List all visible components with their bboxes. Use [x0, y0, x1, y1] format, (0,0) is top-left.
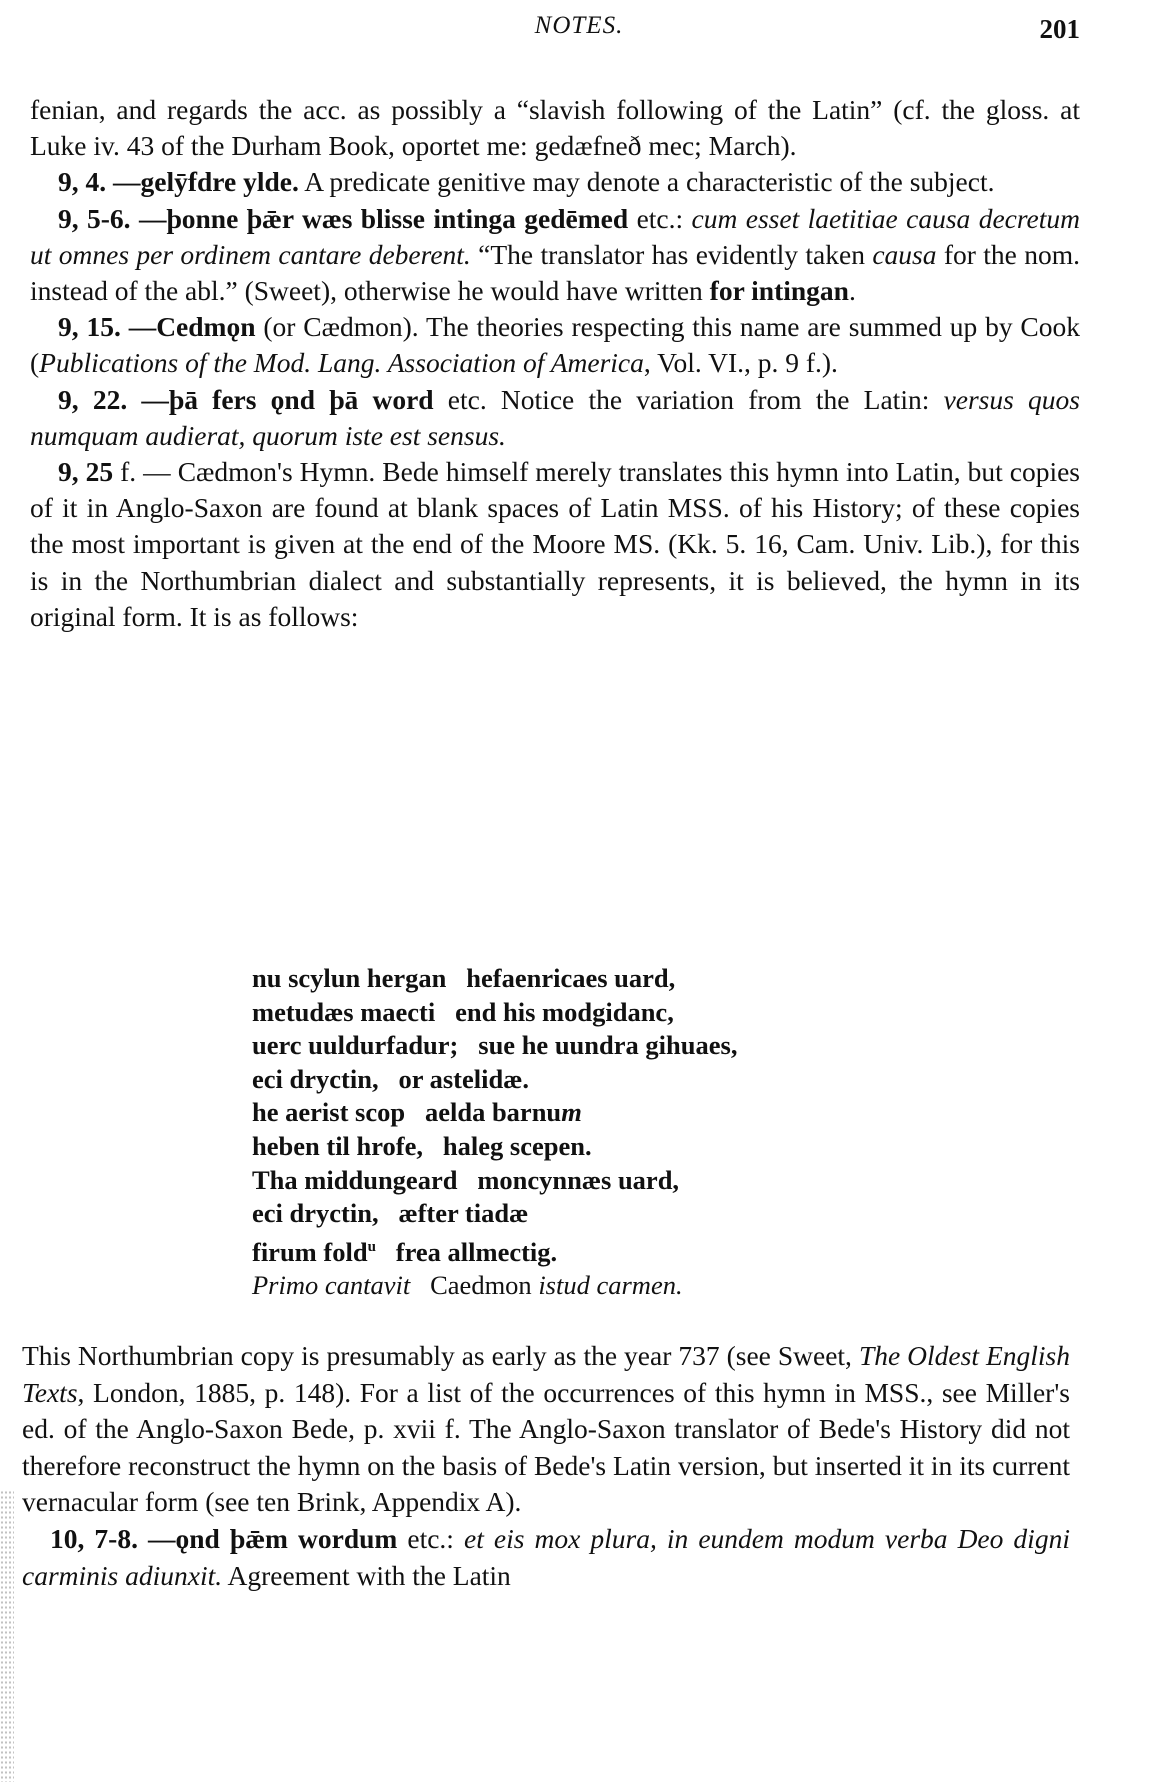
hymn-line: nu scylun hergan hefaenricaes uard, — [252, 963, 676, 993]
colophon-roman: Caedmon — [410, 1270, 539, 1301]
scan-edge-noise — [0, 1490, 14, 1782]
note-9-15 — [30, 309, 1080, 381]
publication-title: Publications of the Mod. Lang. Association of America — [39, 347, 644, 379]
note-text: etc. Notice the variation from the Latin: — [433, 383, 944, 415]
note-text: “The translator has evidently taken — [470, 238, 873, 270]
note-ref: 9, 25 — [58, 456, 114, 488]
note-text: Agreement with the Latin — [222, 1559, 511, 1591]
book-title: The Oldest English Texts — [22, 1340, 1070, 1408]
note-headword: þonne þǣr wæs blisse intinga gedēmed — [166, 202, 629, 234]
note-text: A predicate genitive may denote a characteristic of the subject. — [298, 166, 995, 198]
running-head — [0, 12, 1158, 52]
caedmons-hymn — [252, 962, 952, 1303]
hymn-colophon — [252, 1269, 952, 1303]
note-ref: 9, 4. — — [58, 166, 141, 198]
latin-quote: et eis mox plura, in eundem modum verba Deo digni carminis adiunxit. — [22, 1522, 1070, 1591]
note-text: , Vol. VI., p. 9 f.). — [643, 347, 838, 379]
note-10-7-8 — [22, 1521, 1070, 1594]
note-headword: gelȳfdre ylde. — [140, 166, 299, 198]
paragraph-northumbrian-copy — [22, 1338, 1070, 1521]
colophon-italic: istud carmen. — [538, 1270, 683, 1301]
running-title: NOTES. — [534, 12, 624, 39]
page-number: 201 — [1039, 14, 1080, 44]
hymn-line — [252, 1231, 952, 1270]
note-ref: 10, 7-8. — — [50, 1522, 176, 1554]
note-headword: þā fers ǫnd þā word — [168, 383, 434, 415]
hymn-line: heben til hrofe, haleg scepen. — [252, 1130, 592, 1161]
hymn-line-text: firum fold — [252, 1236, 368, 1267]
latin-quote: versus quos numquam audierat, quorum iste est sensus. — [30, 383, 1080, 451]
hymn-line: eci dryctin, or astelidæ. — [252, 1063, 529, 1094]
note-text: for the nom. instead of the abl.” (Sweet), otherwise he would have written — [30, 238, 1080, 307]
note-etc: etc.: — [397, 1522, 464, 1554]
notes-body-continued — [22, 1338, 1070, 1594]
latin-quote: cum esset laetitiae causa decretum ut omnes per ordinem cantare deberent. — [30, 202, 1080, 270]
colophon-italic: Primo cantavit — [252, 1270, 411, 1301]
note-9-4 — [30, 164, 1080, 200]
note-headword: Cedmǫn — [156, 311, 256, 343]
note-text: f. — Cædmon's Hymn. Bede himself merely translates this hymn into Latin, but copies of it in Anglo-Saxon are found at blank spaces of Latin MSS. of his History; of these copies the most important is given at the end of the Moore MS. (Kk. 5. 16, Cam. Univ. Lib.), for this is in the Northumbrian dialect and substantially represents, it is believed, the hymn in its original form. It is as follows: — [30, 456, 1081, 632]
note-ref: 9, 22. — — [58, 383, 169, 415]
hymn-line-text: frea allmectig. — [375, 1236, 558, 1267]
hymn-line: eci dryctin, æfter tiadæ — [252, 1198, 529, 1229]
hymn-superscript: u — [367, 1238, 376, 1255]
paragraph-text: This Northumbrian copy is presumably as early as the year 737 (see Sweet, — [22, 1340, 859, 1371]
paragraph-continuation — [30, 92, 1080, 164]
note-etc: etc.: — [628, 202, 692, 234]
note-text: (or Cædmon). The theories respecting this name are summed up by Cook ( — [30, 311, 1080, 379]
hymn-line-text: he aerist scop aelda barnu — [252, 1097, 562, 1128]
note-ref: 9, 5-6. — — [58, 202, 167, 234]
italic-word: causa — [872, 238, 937, 270]
note-9-5-6 — [30, 201, 1080, 310]
bold-phrase: for intingan — [709, 275, 849, 307]
hymn-line — [252, 1096, 952, 1130]
notes-body — [30, 92, 1080, 635]
note-9-22 — [30, 382, 1080, 454]
note-text: . — [848, 275, 856, 307]
hymn-line: Tha middungeard moncynnæs uard, — [252, 1164, 680, 1195]
note-headword: ǫnd þǣm wordum — [175, 1522, 398, 1554]
hymn-italic-letter: m — [561, 1097, 582, 1128]
paragraph-text: fenian, and regards the acc. as possibly a “slavish following of the Latin” (cf. the gloss. at Luke iv. 43 of the Durham Book, oportet me: gedæfneð mec; March). — [30, 94, 1080, 162]
hymn-line: uerc uuldurfadur; sue he uundra gihuaes, — [252, 1030, 738, 1061]
hymn-line: metudæs maecti end his modgidanc, — [252, 996, 674, 1027]
note-ref: 9, 15. — — [58, 311, 157, 343]
paragraph-text: , London, 1885, p. 148). For a list of the occurrences of this hymn in MSS., see Miller's ed. of the Anglo-Saxon Bede, p. xvii f. The Anglo-Saxon translator of Bede's History did not therefore reconstruct the hymn on the basis of Bede's Latin version, but inserted it in its current vernacular form (see ten Brink, Appendix A). — [22, 1376, 1070, 1518]
note-9-25 — [30, 454, 1080, 635]
